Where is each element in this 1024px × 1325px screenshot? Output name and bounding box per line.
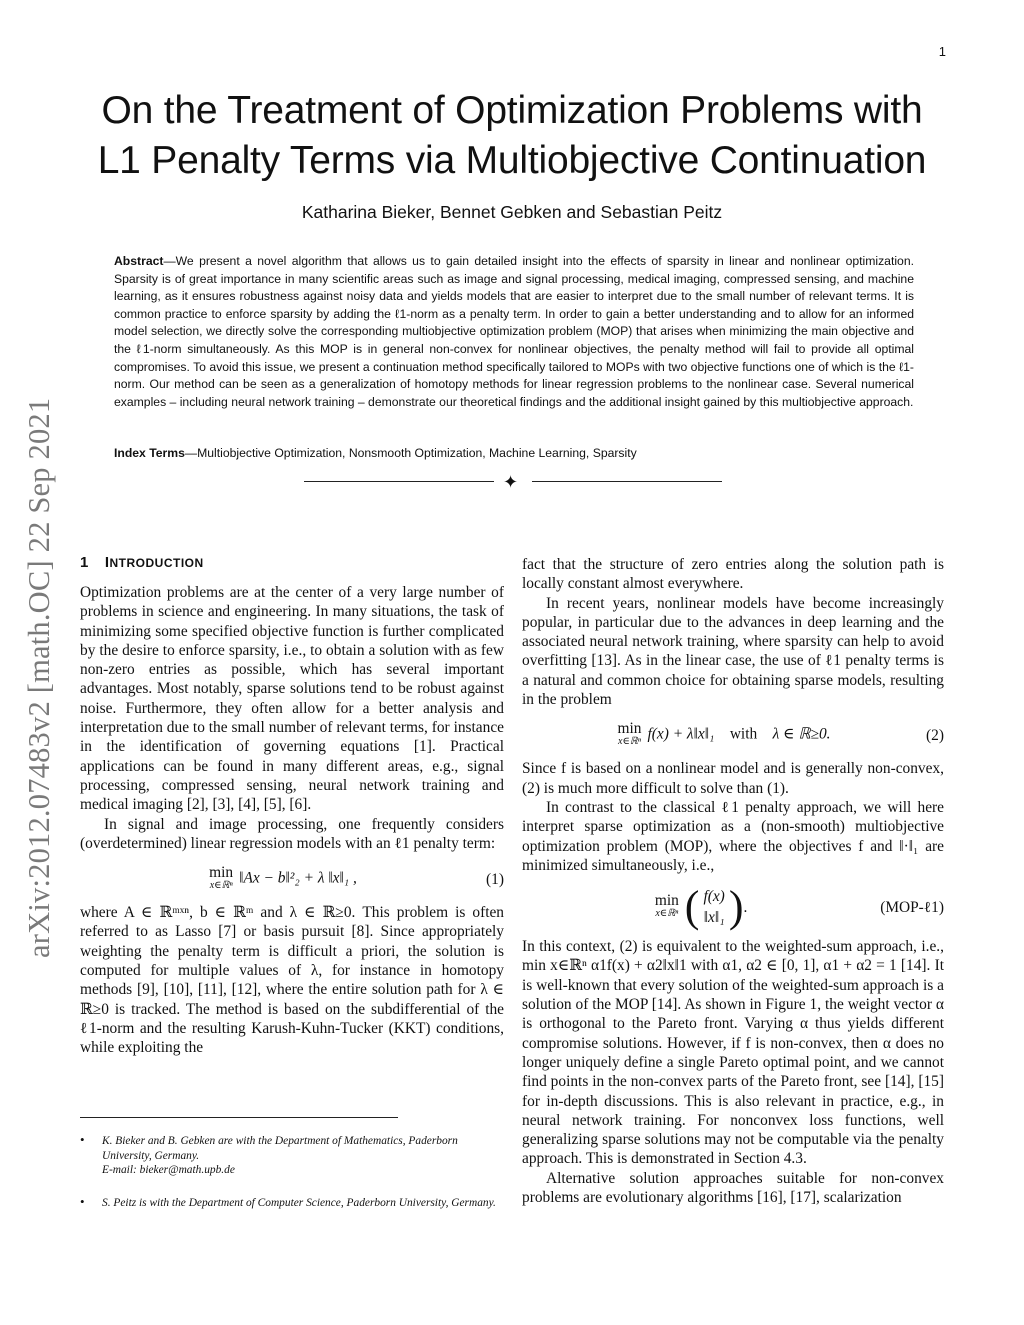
left-paragraph-1: Optimization problems are at the center of a very large number of problems in science and engineering. In many situations, the task of minimizing some specified objective function is further complicated by the desire to enforce sparsity, i.e., to obtain a solution with as few non-zero entries as possible, which has several important advantages. Most notably, sparse solutions tend to be robust against noise. Furthermore, they often allow for a better analysis and interpretation due to the small number of relevant terms, for instance in the identification of governing equations [1]. Practical applications can be found in many different areas, e.g., signal processing, compressed sensing, neural network training and medical imaging [2], [3], [4], [5], [6]. bbox=[80, 584, 504, 814]
footnote-2 bbox=[80, 1196, 504, 1211]
equation-mop bbox=[522, 883, 944, 931]
right-paragraph-3: Since f is based on a nonlinear model and is generally non-convex, (2) is much more difficult to solve than (1). bbox=[522, 760, 944, 797]
index-terms-text: —Multiobjective Optimization, Nonsmooth Optimization, Machine Learning, Sparsity bbox=[184, 446, 637, 460]
section-heading bbox=[80, 554, 204, 571]
index-terms-label: Index Terms bbox=[114, 446, 185, 460]
equation-1-math bbox=[80, 866, 486, 892]
equation-2-number: (2) bbox=[926, 726, 944, 744]
equation-mop-operator: min x∈ℝⁿ bbox=[654, 892, 679, 920]
separator-line-left bbox=[304, 481, 494, 482]
objective-vector-top: f(x) bbox=[703, 888, 725, 906]
title-line-2: L1 Penalty Terms via Multiobjective Continuation bbox=[97, 139, 927, 182]
abstract bbox=[114, 253, 914, 411]
equation-mop-math: min x∈ℝⁿ ( f(x) ‖x‖₁ ) . bbox=[654, 882, 748, 932]
right-paragraph-5: In this context, (2) is equivalent to the weighted-sum approach, i.e., min x∈ℝⁿ α1f(x) + α2‖x‖1 with α1, α2 ∈ [0, 1], α1 + α2 = 1 [14]. It is well-known that every solution of the weighted-sum approach is a solution of the MOP [14]. As shown in Figure 1, the weight vector α is orthogonal to the Pareto front. Varying α thus yields different compromise solutions. However, if f is non-convex, then α does no longer uniquely define a single Pareto optimal point, and we cannot find points in the non-convex parts of the Pareto front, see [14], [15] for in-depth discussions. This is also relevant in practice, e.g., in neural network training. For nonconvex loss functions, well generalizing sparse solutions may not be computable via the penalty approach. This is demonstrated in Section 4.3. bbox=[522, 938, 944, 1168]
footnote-1-bullet: • bbox=[80, 1132, 85, 1147]
footnote-2-bullet: • bbox=[80, 1194, 85, 1209]
footnote-rule bbox=[80, 1117, 398, 1118]
equation-1-expression: ‖Ax − b‖²₂ + λ ‖x‖₁ , bbox=[239, 869, 357, 887]
equation-2-with: with bbox=[729, 725, 758, 743]
right-paragraph-2: In recent years, nonlinear models have become increasingly popular, in particular due to the advances in deep learning and the associated neural network training, where sparsity can help to avoid overfitting [13]. As in the linear case, the use of ℓ1 penalty terms is a natural and common choice for obtaining sparse models, resulting in the problem bbox=[522, 594, 944, 709]
footnote-1 bbox=[80, 1134, 504, 1178]
separator-line-right bbox=[532, 481, 722, 482]
footnote-1-line-2: E-mail: bieker@math.upb.de bbox=[102, 1164, 235, 1176]
paper-title bbox=[40, 86, 984, 186]
page-number: 1 bbox=[938, 44, 946, 59]
section-title-rest: NTRODUCTION bbox=[109, 556, 204, 570]
authors: Katharina Bieker, Bennet Gebken and Sebastian Peitz bbox=[301, 202, 723, 222]
left-paragraph-3: where A ∈ ℝᵐˣⁿ, b ∈ ℝᵐ and λ ∈ ℝ≥0. This problem is often referred to as Lasso [7] or basis pursuit [8]. Since appropriately weighting the penalty term is difficult a priori, the solution is computed for multiple values of λ, for instance in homotopy methods [9], [10], [11], [12], where the entire solution path for λ ∈ ℝ≥0 is tracked. The method is based on the subdifferential of the ℓ1-norm and the resulting Karush-Kuhn-Tucker (KKT) conditions, while exploiting the bbox=[80, 904, 504, 1057]
left-paragraph-2: In signal and image processing, one frequently considers (overdetermined) linear regression models with an ℓ1 penalty term: bbox=[80, 815, 504, 852]
footnote-2-line-1: S. Peitz is with the Department of Computer Science, Paderborn University, Germany. bbox=[102, 1197, 496, 1209]
objective-vector: ( f(x) ‖x‖₁ ) bbox=[684, 882, 744, 932]
section-separator bbox=[300, 472, 724, 492]
abstract-text: —We present a novel algorithm that allows us to gain detailed insight into the effects of sparsity in linear and nonlinear optimization. Sparsity is of great importance in many scientific areas such as image and signal processing, medical imaging, compressed sensing, and machine learning, as it ensures robustness against noisy data and yields models that are easier to interpret due to the small number of relevant terms. It is common practice to enforce sparsity by adding the ℓ1-norm as a penalty term. In order to gain a better understanding and to allow for an informed model selection, we directly solve the corresponding multiobjective optimization problem (MOP) that arises when minimizing the main objective and the ℓ1-norm simultaneously. As this MOP is in general non-convex for nonlinear objectives, the penalty method will fail to provide all optimal compromises. To avoid this issue, we present a continuation method specifically tailored to MOPs with two objective functions one of which is the ℓ1-norm. Our method can be seen as a generalization of homotopy methods for linear regression problems to the nonlinear case. Several numerical examples – including neural network training – demonstrate our theoretical findings and the additional insight gained by this multiobjective approach. bbox=[114, 254, 914, 409]
objective-vector-bottom: ‖x‖₁ bbox=[703, 909, 725, 927]
equation-mop-number: (MOP-ℓ1) bbox=[880, 898, 944, 916]
right-column bbox=[522, 555, 944, 1207]
equation-1 bbox=[80, 865, 504, 893]
index-terms bbox=[114, 445, 914, 462]
equation-2-condition: λ ∈ ℝ≥0. bbox=[772, 725, 831, 743]
left-column bbox=[80, 583, 504, 1058]
separator-diamond-icon: ✦ bbox=[503, 472, 519, 492]
equation-2-operator: min x∈ℝⁿ bbox=[617, 720, 642, 748]
equation-1-operator: min x∈ℝⁿ bbox=[209, 864, 234, 892]
equation-2-expression: f(x) + λ‖x‖₁ bbox=[647, 725, 715, 743]
equation-2-math bbox=[522, 722, 926, 748]
footnote-1-line-1: K. Bieker and B. Gebken are with the Department of Mathematics, Paderborn University, Germany. bbox=[102, 1135, 458, 1162]
equation-2 bbox=[522, 721, 944, 749]
arxiv-stamp: arXiv:2012.07483v2 [math.OC] 22 Sep 2021 bbox=[22, 397, 56, 958]
abstract-label: Abstract bbox=[114, 254, 164, 268]
right-paragraph-6: Alternative solution approaches suitable for non-convex problems are evolutionary algorithms [16], [17], scalarization bbox=[522, 1169, 944, 1207]
right-paragraph-4: In contrast to the classical ℓ1 penalty approach, we will here interpret sparse optimization as a (non-smooth) multiobjective optimization problem (MOP), where the objectives f and ‖·‖₁ are minimized simultaneously, i.e., bbox=[522, 798, 944, 874]
section-title-first-letter: I bbox=[104, 554, 110, 571]
section-number: 1 bbox=[80, 554, 89, 571]
equation-1-number: (1) bbox=[486, 870, 504, 888]
right-paragraph-1: fact that the structure of zero entries along the solution path is locally constant almost everywhere. bbox=[522, 556, 944, 593]
title-line-1: On the Treatment of Optimization Problems with bbox=[101, 89, 923, 132]
